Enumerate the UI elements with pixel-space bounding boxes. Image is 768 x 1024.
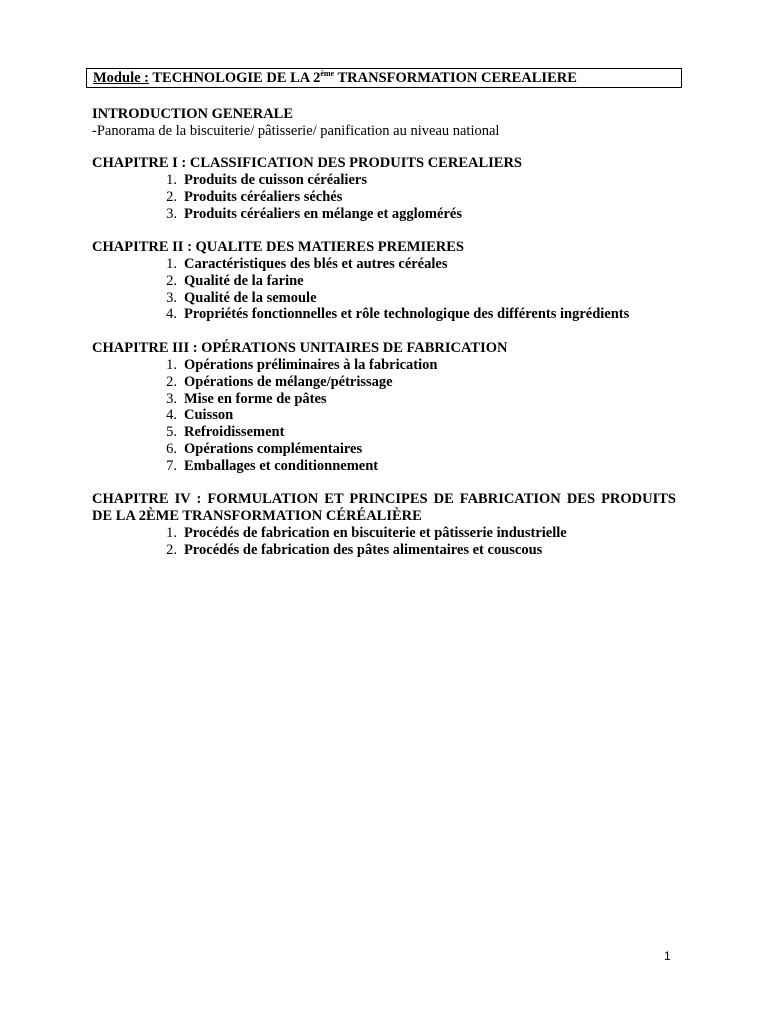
list-item-number: 4. [166,306,177,323]
list-item [92,290,676,307]
list-item [92,189,676,206]
list-item-number: 1. [166,357,177,373]
module-title-suffix: TRANSFORMATION CEREALIERE [334,70,577,86]
list-item-number: 1. [166,172,177,188]
chapter-2-list [92,256,676,323]
list-item-number: 6. [166,440,177,457]
list-item [92,357,676,374]
chapter-1 [92,155,676,222]
module-title-prefix: TECHNOLOGIE DE LA 2 [148,70,321,86]
list-item-text: Qualité de la semoule [184,289,317,306]
list-item-text: Propriétés fonctionnelles et rôle technologique des différents ingrédients [184,306,630,323]
chapter-4 [92,491,676,559]
list-item [92,458,676,475]
list-item-number: 2. [166,188,177,205]
list-item [92,306,676,323]
list-item [92,424,676,441]
chapter-1-title: CHAPITRE I : CLASSIFICATION DES PRODUITS CEREALIERS [92,155,522,171]
chapter-4-list [92,525,676,559]
chapter-3-list [92,357,676,475]
introduction-heading: INTRODUCTION GENERALE [92,106,294,122]
chapter-3 [92,340,676,475]
list-item-number: 1. [166,256,177,272]
list-item [92,391,676,408]
list-item-text: Produits céréaliers séchés [184,188,343,205]
list-item-text: Cuisson [184,407,234,424]
list-item [92,525,676,542]
list-item-text: Caractéristiques des blés et autres céréales [184,256,448,272]
list-item-text: Produits de cuisson céréaliers [184,172,367,188]
chapter-2 [92,239,676,323]
list-item [92,256,676,273]
list-item-text: Refroidissement [184,424,285,441]
module-title-box [86,68,682,88]
list-item-text: Opérations de mélange/pétrissage [184,373,393,390]
list-item [92,206,676,223]
list-item-number: 3. [166,289,177,306]
list-item [92,172,676,189]
introduction-text: -Panorama de la biscuiterie/ pâtisserie/ panification au niveau national [92,123,500,139]
list-item-text: Produits céréaliers en mélange et agglomérés [184,205,462,222]
list-item-text: Procédés de fabrication en biscuiterie et pâtisserie industrielle [184,525,567,541]
chapter-2-title: CHAPITRE II : QUALITE DES MATIERES PREMIERES [92,239,464,255]
page-number: 1 [664,949,671,963]
list-item-number: 3. [166,205,177,222]
chapter-3-title: CHAPITRE III : OPÉRATIONS UNITAIRES DE FABRICATION [92,340,508,356]
list-item-text: Opérations préliminaires à la fabrication [184,357,438,373]
list-item [92,374,676,391]
list-item-number: 4. [166,407,177,424]
list-item-text: Opérations complémentaires [184,440,363,457]
list-item [92,441,676,458]
list-item-number: 3. [166,390,177,407]
module-label: Module : [93,70,149,86]
list-item [92,407,676,424]
list-item-number: 7. [166,457,177,474]
list-item-text: Emballages et conditionnement [184,457,379,474]
list-item-number: 1. [166,525,177,541]
list-item [92,542,676,559]
list-item-text: Procédés de fabrication des pâtes alimentaires et couscous [184,541,543,558]
introduction-section [92,106,682,140]
module-title-superscript: ème [320,69,335,78]
list-item-number: 2. [166,373,177,390]
list-item-number: 5. [166,424,177,441]
list-item [92,273,676,290]
list-item-number: 2. [166,541,177,558]
chapter-4-title: CHAPITRE IV : FORMULATION ET PRINCIPES DE FABRICATION DES PRODUITS DE LA 2ÈME TRANSFORMATION CÉRÉALIÈRE [92,491,676,524]
list-item-number: 2. [166,272,177,289]
list-item-text: Qualité de la farine [184,272,304,289]
list-item-text: Mise en forme de pâtes [184,390,327,407]
chapter-1-list [92,172,676,222]
